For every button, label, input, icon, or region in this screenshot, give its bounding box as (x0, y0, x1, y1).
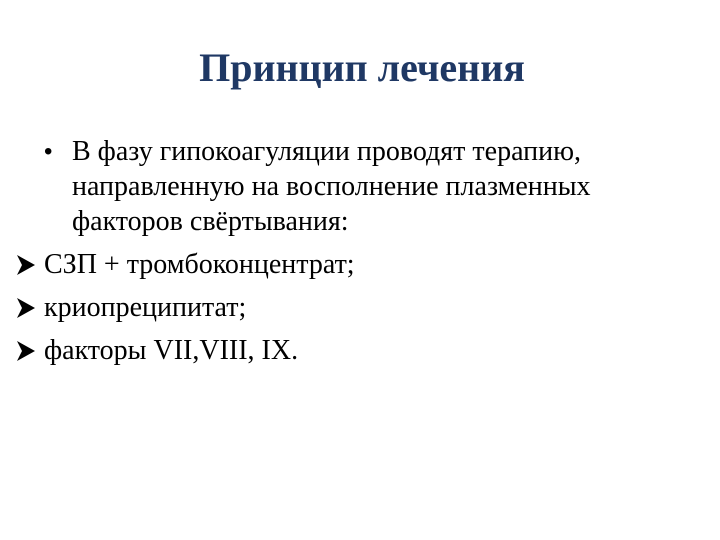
list-item-text: факторы VII,VIII, IX. (44, 335, 299, 366)
bullet-item (44, 134, 704, 239)
list-item (16, 290, 704, 325)
list-item (16, 333, 704, 368)
slide-title: Принцип лечения (199, 45, 525, 90)
arrowhead-bullet-icon (16, 333, 44, 368)
list-item-text: криопреципитат; (44, 292, 247, 323)
slide-content (44, 134, 704, 368)
bullet-dot-icon: • (44, 138, 53, 165)
arrowhead-bullet-icon (16, 247, 44, 282)
arrowhead-bullet-icon (16, 290, 44, 325)
list-item (16, 247, 704, 282)
bullet-text: В фазу гипокоагуляции проводят терапию, направленную на восполнение плазменных факторов свёртывания: (72, 136, 591, 237)
list-item-text: СЗП + тромбоконцентрат; (44, 249, 355, 280)
